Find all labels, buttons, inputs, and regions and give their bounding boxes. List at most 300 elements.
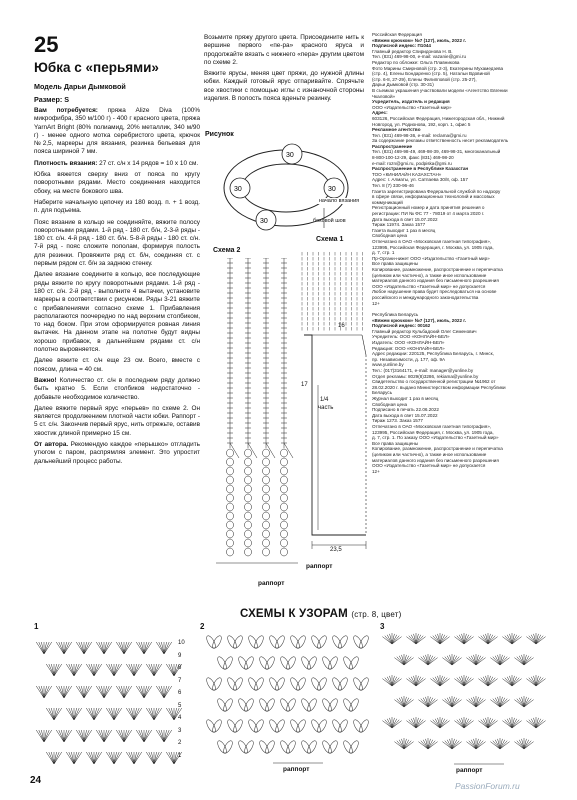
fan-stitch <box>139 642 144 654</box>
row-number: 4 <box>178 715 182 721</box>
stitch-diag <box>248 443 257 458</box>
imprint-line: Адрес: <box>372 110 388 116</box>
chain-loop <box>281 449 288 457</box>
leaf-stitch <box>348 655 360 670</box>
leaf-stitch <box>310 718 322 733</box>
leaf-stitch <box>216 697 228 712</box>
page-number: 24 <box>30 775 42 786</box>
leaf-stitch <box>253 634 265 649</box>
figure-seam-label: боковой шов <box>313 218 346 224</box>
instruction-lead: Плотность вязания: <box>34 159 98 167</box>
scheme2-diagram <box>212 258 302 578</box>
imprint-line: Распространение в Республике Казахстан <box>372 166 469 172</box>
instruction-lead: Важно! <box>34 376 57 384</box>
imprint-line: Свободная цена <box>372 233 408 239</box>
fan-stitch <box>59 686 64 698</box>
leaf-stitch <box>289 676 301 691</box>
instruction-text: Далее вяжите первый ярус «перьев» по схеме 2. Он является продолжением плотной части юбки. Раппорт - 5 ст. с/н. Закончив первый ярус, нить отрежьте, оставив хвостик длиной примерно 15 см. <box>34 404 200 437</box>
chain-loop <box>263 503 270 511</box>
imprint-line: Свидетельство о государственной регистрации №1962 от <box>372 379 496 385</box>
chain-loop <box>245 494 252 502</box>
leaf-stitch <box>237 655 249 670</box>
scheme1-dim-quarter: 1/4 <box>320 397 329 403</box>
imprint-line: За содержание рекламы ответственность несет рекламодатель <box>372 138 509 144</box>
chain-loop <box>227 449 234 457</box>
instruction-paragraph <box>34 160 200 168</box>
row-number: 10 <box>178 640 185 646</box>
chain-loop <box>263 458 270 466</box>
chain-loop <box>281 476 288 484</box>
leaf-stitch <box>342 697 354 712</box>
fan-stitch <box>49 752 54 764</box>
chain-loop <box>245 539 252 547</box>
fan-stitch <box>69 752 74 764</box>
fan-stitch <box>99 642 104 654</box>
leaf-stitch <box>358 634 370 649</box>
fan-stitch <box>94 708 99 720</box>
imprint-line: e-mail: rozn@gmi.ru, podpiska@gmi.ru <box>372 160 452 166</box>
fan-stitch <box>74 708 79 720</box>
pattern-scheme-1 <box>36 630 186 775</box>
imprint-line: ООО «Издательство «Газетный мир» не допускается <box>372 283 486 289</box>
instruction-text: пряжа Alize Diva (100% микрофибра, 350 м/100 г) - 400 г красного цвета, пряжа YarnArt Bright (80% полиамид, 20% металлик, 340 м/90 г) - менее одного мотка серебристого цвета, крючок №2,5, маркеры для вязания, резинка бельевая для пояса шириной 7 мм. <box>34 107 200 156</box>
chain-loop <box>263 530 270 538</box>
imprint-line: Тел. (831) 469-98-49, 469-98-39, 469-98-31, многоканальный <box>372 149 501 155</box>
fan-stitch <box>44 730 49 742</box>
chain-loop <box>227 521 234 529</box>
chain-loop <box>263 467 270 475</box>
instruction-text: Наберите начальную цепочку из 180 возд. п. + 1 возд. п. для подъема. <box>34 198 200 215</box>
leaf-stitch <box>232 676 244 691</box>
leaf-stitch <box>216 739 228 754</box>
leaf-stitch <box>306 739 318 754</box>
imprint-line: Тираж 1273. Заказ 1577 <box>372 418 423 424</box>
leaf-stitch <box>226 634 238 649</box>
imprint-line: Все права защищены <box>372 440 419 446</box>
fan-stitch <box>109 752 114 764</box>
leaf-stitch <box>258 655 270 670</box>
imprint-line: 12+ <box>372 300 380 306</box>
imprint-line: В съемках украшения участвовали модели «Агентство Евгении <box>372 87 508 93</box>
fan-stitch <box>154 708 159 720</box>
fan-stitch <box>44 686 49 698</box>
leaf-stitch <box>247 676 259 691</box>
imprint-line: Тел. 8 (7) 330-96-46 <box>372 183 414 189</box>
leaf-stitch <box>264 739 276 754</box>
scheme1-grid <box>296 248 372 338</box>
leaf-stitch <box>216 655 228 670</box>
scheme2-rapport: раппорт <box>258 580 285 587</box>
leaf-stitch <box>285 739 297 754</box>
schemes-section-title <box>240 608 402 620</box>
leaf-stitch <box>211 676 223 691</box>
fan-stitch <box>84 730 89 742</box>
scheme1-label: Схема 1 <box>316 236 344 243</box>
chain-loop <box>281 530 288 538</box>
fan-stitch <box>99 686 104 698</box>
pattern-size: Размер: S <box>34 95 70 104</box>
imprint-line: ТОО «КИНИЛАЙН КАЗАХСТАН» <box>372 171 442 177</box>
fan-stitch <box>124 686 129 698</box>
row-number: 2 <box>178 740 182 746</box>
fan-stitch <box>69 664 74 676</box>
chain-loop <box>227 494 234 502</box>
leaf-stitch <box>247 718 259 733</box>
instruction-text: 27 ст. с/н х 14 рядов = 10 х 10 см. <box>97 159 199 167</box>
fan-stitch <box>104 642 109 654</box>
chain-loop <box>227 512 234 520</box>
leaf-stitch <box>243 739 255 754</box>
instruction-text: Далее вязание соедините в кольцо, все последующие ряды вяжите по кругу поворотными рядами. 1-й ряд - 180 ст. с/н. 2-й ряд - выполните 4 вытачки, установите маркеры в соответствии с рисунком. Ряды 3-21 вяжите с прибавлениями согласно схеме 1. Прибавления располагаются поочередно по над верхним столбиком, то над боком. При этом сформируется ровная линия вытачек. На данном этапе на полотне будут видны хорошо прибавок, в дальнейшем рядами ст. с/н полотно выровняется. <box>34 271 200 354</box>
chain-loop <box>245 548 252 556</box>
imprint-line: Российская Федерация <box>372 32 422 37</box>
pattern-mid-column <box>204 34 364 106</box>
pattern-scheme-3-rapport: раппорт <box>456 767 483 774</box>
chain-loop <box>281 512 288 520</box>
pattern-instructions-continued <box>204 34 364 103</box>
instruction-paragraph: Вяжите ярусы, меняя цвет пряжи, до нужной длины юбки. Каждый готовый ярус отпаривайте. Спрячьте все хвостики с помощью иглы с изнаночной стороны изделия. В полость пояса вденьте резинку. <box>204 70 364 103</box>
fan-stitch <box>79 642 84 654</box>
fan-stitch <box>164 642 169 654</box>
chain-loop <box>245 467 252 475</box>
imprint-line: Учредитель, издатель и редакция <box>372 99 450 105</box>
leaf-stitch <box>327 697 339 712</box>
pattern-scheme-3-number: 3 <box>380 622 385 631</box>
fan-stitch <box>114 708 119 720</box>
leaf-stitch <box>247 634 259 649</box>
row-number: 7 <box>178 677 182 684</box>
pattern-author: Модель Дарьи Дымковой <box>34 82 126 91</box>
imprint-line: материалов данного издания без письменного разрешения <box>372 457 499 463</box>
chain-loop <box>281 521 288 529</box>
fan-stitch <box>164 686 169 698</box>
imprint-line: Подписной индекс: 00162 <box>372 323 431 329</box>
chain-loop <box>263 485 270 493</box>
instruction-paragraph <box>34 199 200 216</box>
fan-stitch <box>39 642 44 654</box>
imprint-line: Тел.: (017)3164171, e-mail: manager@yunline.by <box>372 368 474 374</box>
fan-stitch <box>144 730 149 742</box>
fan-stitch <box>139 730 144 742</box>
leaf-stitch <box>348 739 360 754</box>
fan-stitch <box>124 642 129 654</box>
leaf-stitch <box>264 655 276 670</box>
leaf-stitch <box>258 739 270 754</box>
fan-stitch <box>124 730 129 742</box>
chain-loop <box>245 458 252 466</box>
fan-stitch <box>129 752 134 764</box>
leaf-stitch <box>352 634 364 649</box>
imprint-line: материалов данного издания без письменного разрешения <box>372 278 499 284</box>
row-number: 3 <box>178 727 182 734</box>
imprint-line: Газета зарегистрирована Федеральной службой по надзору <box>372 188 501 194</box>
leaf-stitch <box>300 655 312 670</box>
fan-stitch <box>74 752 79 764</box>
leaf-stitch <box>205 676 217 691</box>
imprint-line: пр. Независимости, д. 177, оф. 9А <box>372 356 446 362</box>
instruction-text: Рекомендую каждое «перышко» отгладить утюгом с паром, распрямляя элемент. Это упростит дальнейший процесс работы. <box>34 440 200 465</box>
imprint-line: российского и международного законодательства <box>372 294 479 300</box>
leaf-stitch <box>327 655 339 670</box>
row-number: 9 <box>178 652 182 659</box>
imprint-line: Республика Беларусь <box>372 312 419 318</box>
fan-stitch <box>54 664 59 676</box>
instruction-paragraph: Возьмите пряжу другого цвета. Присоедините нить к вершине первого «пе-ра» красного яруса и продолжайте вязать с нижнего «пера» другим цветом по схеме 2. <box>204 34 364 66</box>
leaf-stitch <box>258 697 270 712</box>
leaf-stitch <box>237 739 249 754</box>
fan-stitch <box>104 730 109 742</box>
fan-stitch <box>169 708 174 720</box>
leaf-stitch <box>337 634 349 649</box>
fan-stitch <box>84 686 89 698</box>
fan-stitch <box>129 708 134 720</box>
figure-label: Рисунок <box>205 131 234 138</box>
imprint-line: ООО «Издательство «Газетный мир» не допускается <box>372 463 486 469</box>
pattern-scheme-2 <box>203 632 373 767</box>
chain-loop <box>245 512 252 520</box>
fan-stitch <box>94 664 99 676</box>
chain-loop <box>227 539 234 547</box>
imprint-line: «Вяжем крючком» №7 (127), июль, 2022 г. <box>372 37 467 43</box>
fan-stitch <box>129 664 134 676</box>
imprint-line: Дарьи Дымковой (стр. 30-31) <box>372 82 434 88</box>
fan-stitch <box>89 664 94 676</box>
leaf-stitch <box>243 697 255 712</box>
leaf-stitch <box>279 655 291 670</box>
leaf-stitch <box>348 697 360 712</box>
watermark: PassionForum.ru <box>455 781 520 791</box>
row-number: 6 <box>178 690 182 696</box>
instruction-paragraph <box>34 271 200 354</box>
leaf-stitch <box>342 739 354 754</box>
figure-value-2: 30 <box>234 186 242 193</box>
scheme1-dim-top: 16 <box>338 323 345 329</box>
leaf-stitch <box>237 697 249 712</box>
leaf-stitch <box>321 655 333 670</box>
imprint-line: 123995, Российская Федерация, г. Москва, ул. 1905 года, <box>372 429 494 435</box>
imprint-line: (целиком или частично), а также иное использование <box>372 272 487 278</box>
fan-stitch <box>149 708 154 720</box>
imprint-line: (стр. 6-8, 27-29), Елены Филипповой (стр. 25-27), <box>372 76 477 82</box>
chain-loop <box>263 539 270 547</box>
leaf-stitch <box>337 718 349 733</box>
imprint-line: Газета выходит 1 раз в месяц <box>372 227 436 233</box>
imprint-line: Свободная цена <box>372 401 408 407</box>
chain-loop <box>263 494 270 502</box>
leaf-stitch <box>222 655 234 670</box>
chain-loop <box>245 449 252 457</box>
fan-stitch <box>134 664 139 676</box>
fan-stitch <box>119 686 124 698</box>
scheme2-label: Схема 2 <box>213 247 241 254</box>
imprint-line: 12+ <box>372 468 380 474</box>
imprint-line: Адрес редакции: 220125, Республика Беларусь, г. Минск, <box>372 351 494 357</box>
chain-loop <box>263 449 270 457</box>
chain-loop <box>245 530 252 538</box>
leaf-stitch <box>295 718 307 733</box>
imprint-line: www.yunline.by <box>372 362 404 368</box>
leaf-stitch <box>331 718 343 733</box>
leaf-stitch <box>211 718 223 733</box>
chain-loop <box>281 539 288 547</box>
leaf-stitch <box>316 676 328 691</box>
figure-value-4: 30 <box>260 218 268 225</box>
fan-stitch <box>109 708 114 720</box>
imprint-line: Беларусь <box>372 390 393 396</box>
leaf-stitch <box>232 718 244 733</box>
imprint-line: д. 7, стр. 1. По заказу ООО «Издательство «Газетный мир» <box>372 435 499 441</box>
fan-stitch <box>154 752 159 764</box>
fan-stitch <box>64 686 69 698</box>
leaf-stitch <box>253 718 265 733</box>
fan-stitch <box>119 642 124 654</box>
fan-stitch <box>144 686 149 698</box>
chain-loop <box>281 458 288 466</box>
chain-loop <box>245 521 252 529</box>
imprint-line: Редакция: ООО «КОНЛАЙН-БЕЛ» <box>372 345 445 351</box>
fan-stitch <box>169 664 174 676</box>
imprint-line: Издатель: ООО «КОНЛАЙН-БЕЛ» <box>372 340 445 346</box>
leaf-stitch <box>300 739 312 754</box>
imprint-line: Подписной индекс: П1044 <box>372 43 431 49</box>
imprint-line: Главный редактор Кульбадский Олег Семенович <box>372 328 477 334</box>
imprint-line: Фото Марины Смирновой (стр. 2-3), Екатерины Мухамедзева <box>372 65 504 71</box>
imprint-line: 123995, Российская Федерация, г. Москва, ул. 1905 года, <box>372 244 494 250</box>
leaf-stitch <box>337 676 349 691</box>
imprint-line: Пр-Органи-нижет ООО «Издательство «Газетный мир» <box>372 255 490 261</box>
leaf-stitch <box>222 739 234 754</box>
imprint-line: ООО «Издательство «Газетный мир» <box>372 104 452 110</box>
leaf-stitch <box>352 676 364 691</box>
fan-stitch <box>99 730 104 742</box>
fan-stitch <box>159 642 164 654</box>
instruction-paragraph <box>34 405 200 438</box>
leaf-stitch <box>205 718 217 733</box>
instruction-text: Количество ст. с/н в последнем ряду должно быть кратно 5. Если столбиков недостаточно - добавьте необходимое количество. <box>34 376 200 401</box>
instruction-text: Юбка вяжется сверху вниз от пояса по кругу поворотными рядами. Место соединения находится сбоку, на месте бокового шва. <box>34 171 200 195</box>
fan-stitch <box>109 664 114 676</box>
fan-stitch <box>159 730 164 742</box>
chain-loop <box>227 467 234 475</box>
scheme1-outline <box>302 330 370 570</box>
leaf-stitch <box>232 634 244 649</box>
leaf-stitch <box>226 676 238 691</box>
fan-stitch <box>119 730 124 742</box>
fan-stitch <box>64 730 69 742</box>
chain-loop <box>281 494 288 502</box>
leaf-stitch <box>279 697 291 712</box>
fan-stitch <box>89 708 94 720</box>
chain-loop <box>245 485 252 493</box>
leaf-stitch <box>358 718 370 733</box>
imprint-line: Подписано в печать 22.06.2022 <box>372 407 439 413</box>
leaf-stitch <box>306 697 318 712</box>
chain-loop <box>227 530 234 538</box>
imprint-line: (стр. 4), Елены Бондаренко (стр. 5), Натальи Вдовиной <box>372 71 490 77</box>
instruction-text: Далее вяжите ст. с/н еще 23 см. Всего, вместе с поясом, длина = 40 см. <box>34 357 200 373</box>
imprint-line: коммуникаций <box>372 199 403 205</box>
chain-loop <box>227 548 234 556</box>
scheme1-rapport: раппорт <box>306 563 333 570</box>
leaf-stitch <box>310 676 322 691</box>
chain-loop <box>263 521 270 529</box>
imprint-line: Тираж 11974. Заказ 1577 <box>372 222 426 228</box>
fan-stitch <box>149 664 154 676</box>
imprint-line: Редактор по обложке: Ольга Плавникова <box>372 59 460 65</box>
fan-stitch <box>114 752 119 764</box>
leaf-stitch <box>268 676 280 691</box>
imprint-line: Копирование, размножение, распространение и перепечатка <box>372 266 503 272</box>
imprint-line: Любое нарушение права будет преследоваться на основе <box>372 289 497 295</box>
leaf-stitch <box>342 655 354 670</box>
row-number: 8 <box>178 665 182 671</box>
leaf-stitch <box>295 634 307 649</box>
row-number: 1 <box>178 752 182 759</box>
instruction-paragraph <box>34 377 200 402</box>
imprint-line: Адрес: г. Алматы, ул. Сатпаева 30/8, оф. 157 <box>372 177 468 183</box>
leaf-stitch <box>289 634 301 649</box>
imprint-line: «Вяжем крючком» №7 (127), июль, 2022 г. <box>372 317 467 323</box>
pattern-scheme-1-number: 1 <box>34 622 39 631</box>
scheme1-dim-part: часть <box>318 405 334 411</box>
chain-loop <box>245 503 252 511</box>
fan-stitch <box>169 752 174 764</box>
stitch-diag <box>284 443 293 458</box>
chain-loop <box>227 476 234 484</box>
pattern-instructions <box>34 107 200 466</box>
imprint-line: 8-800-100-12-29, факс (831) 469-98-20 <box>372 155 454 161</box>
imprint-line: Тел. (831) 469-98-00, e-mail: vazanie@gmi.ru <box>372 54 466 60</box>
pattern-scheme-2-number: 2 <box>200 622 205 631</box>
chain-loop <box>227 485 234 493</box>
schemes-title-text: СХЕМЫ К УЗОРАМ <box>240 608 348 620</box>
figure-value-3: 30 <box>328 186 336 193</box>
instruction-lead: Вам потребуется: <box>34 107 98 114</box>
fan-stitch <box>39 730 44 742</box>
chain-loop <box>227 503 234 511</box>
leaf-stitch <box>243 655 255 670</box>
leaf-stitch <box>306 655 318 670</box>
fan-stitch <box>114 664 119 676</box>
chain-loop <box>263 512 270 520</box>
stitch-diag <box>230 443 239 458</box>
imprint-line: Отпечатано в ОАО «Московская газетная типография», <box>372 238 492 244</box>
imprint-line: Копирование, размножение, распространение и перепечатка <box>372 446 503 452</box>
leaf-stitch <box>274 634 286 649</box>
chain-loop <box>281 548 288 556</box>
instruction-paragraph <box>34 171 200 196</box>
imprint-line: д. 7, стр. 1 <box>372 250 395 256</box>
imprint-line: регистрации: ПИ № ФС 77 - 78019 от 4 марта 2020 г. <box>372 211 485 216</box>
row-number: 5 <box>178 702 182 709</box>
pattern-scheme-2-rapport: раппорт <box>283 766 310 773</box>
fan-stitch <box>149 752 154 764</box>
leaf-stitch <box>316 718 328 733</box>
leaf-stitch <box>295 676 307 691</box>
pattern-title: Юбка с «перьями» <box>34 60 159 75</box>
chain-loop <box>281 503 288 511</box>
leaf-stitch <box>264 697 276 712</box>
leaf-stitch <box>274 676 286 691</box>
fan-stitch <box>44 642 49 654</box>
imprint-line: Отпечатано в ОАО «Московская газетная типография», <box>372 423 492 429</box>
leaf-stitch <box>321 739 333 754</box>
leaf-stitch <box>268 634 280 649</box>
chain-loop <box>227 458 234 466</box>
leaf-stitch <box>253 676 265 691</box>
instruction-lead: От автора. <box>34 440 69 448</box>
scheme1-dim-bottom: 23,5 <box>330 547 342 553</box>
